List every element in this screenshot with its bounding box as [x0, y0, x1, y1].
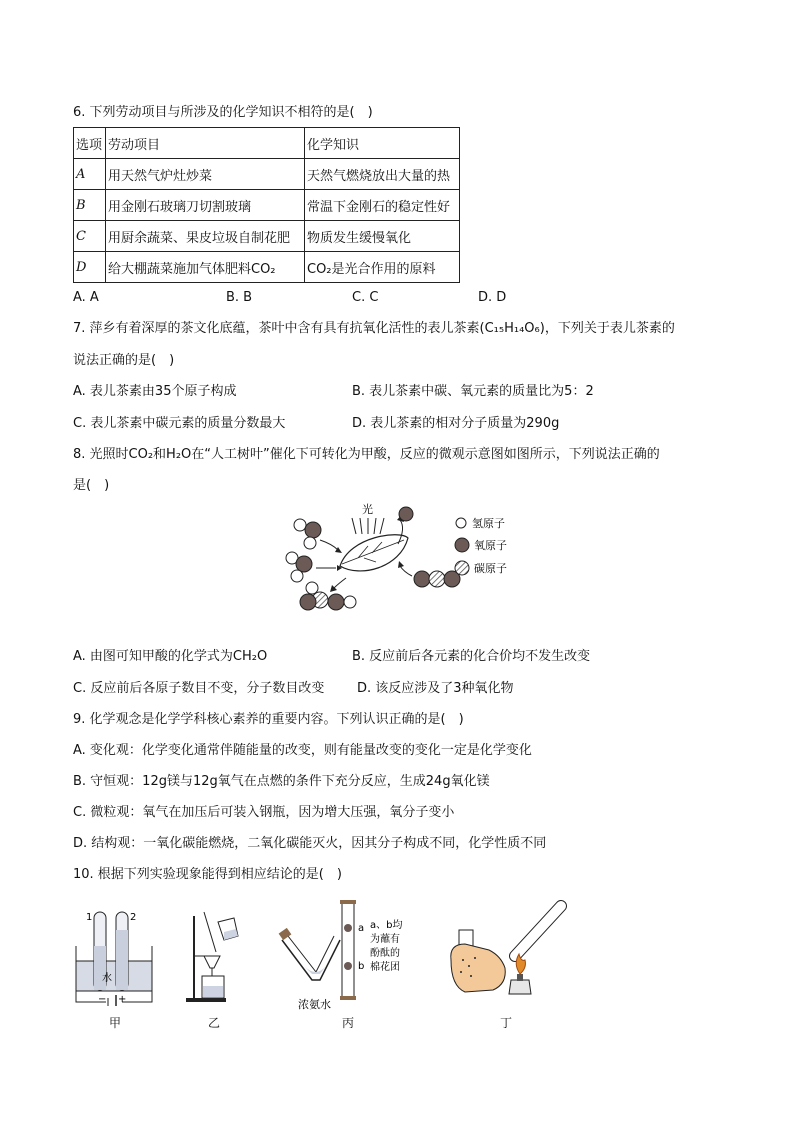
leaf-icon — [340, 535, 408, 571]
q9-option-a[interactable]: A. 变化观：化学变化通常伴随能量的改变，则有能量改变的变化一定是化学变化 — [73, 743, 532, 758]
header-option: 选项 — [74, 128, 106, 159]
q7-option-c[interactable]: C. 表儿茶素中碳元素的质量分数最大 — [73, 416, 286, 431]
legend-carbon-icon — [455, 561, 469, 575]
figure-yi-apparatus — [180, 906, 250, 1006]
q6-option-d[interactable]: D. D — [478, 290, 507, 305]
table-row — [74, 221, 460, 252]
table-row — [74, 252, 460, 283]
legend-oxygen-icon — [455, 538, 469, 552]
row-option: C — [74, 221, 106, 252]
row-task: 用金刚石玻璃刀切割玻璃 — [106, 190, 305, 221]
caption-jia: 甲 — [109, 1016, 122, 1030]
q6-option-c[interactable]: C. C — [352, 290, 379, 305]
q9-stem: 9. 化学观念是化学学科核心素养的重要内容。下列认识正确的是( ) — [73, 712, 464, 727]
row-option: B — [74, 190, 106, 221]
q8-reaction-diagram — [280, 498, 540, 618]
row-option: D — [74, 252, 106, 283]
q8-option-c[interactable]: C. 反应前后各原子数目不变，分子数目改变 — [73, 681, 325, 696]
light-label: 光 — [362, 503, 373, 516]
tube-2-label: 2 — [130, 912, 137, 923]
legend-carbon: 碳原子 — [474, 562, 507, 575]
row-task: 给大棚蔬菜施加气体肥料CO₂ — [106, 252, 305, 283]
q8-stem: 8. 光照时CO₂和H₂O在“人工树叶”催化下可转化为甲酸，反应的微观示意图如图所示，下列说法正确的 — [73, 447, 660, 462]
q9-option-d[interactable]: D. 结构观：一氧化碳能燃烧，二氧化碳能灭火，因其分子构成不同，化学性质不同 — [73, 836, 547, 851]
label-a: a — [358, 923, 365, 934]
row-task: 用天然气炉灶炒菜 — [106, 159, 305, 190]
q9-option-c[interactable]: C. 微粒观：氧气在加压后可装入钢瓶，因为增大压强，氧分子变小 — [73, 805, 455, 820]
row-option: A — [74, 159, 106, 190]
caption-ding: 丁 — [500, 1016, 513, 1030]
q6-option-b[interactable]: B. B — [226, 290, 253, 305]
caption-yi: 乙 — [208, 1016, 221, 1030]
note-line-1: a、b均 — [370, 920, 403, 931]
q7-option-a[interactable]: A. 表儿茶素由35个原子构成 — [73, 384, 237, 399]
header-task: 劳动项目 — [106, 128, 305, 159]
q9-option-b[interactable]: B. 守恒观：12g镁与12g氧气在点燃的条件下充分反应，生成24g氧化镁 — [73, 774, 490, 789]
figure-ding-heating — [445, 900, 575, 1010]
legend-oxygen: 氧原子 — [474, 539, 507, 552]
q8-option-d[interactable]: D. 该反应涉及了3种氧化物 — [357, 681, 514, 696]
row-knowledge: 物质发生缓慢氧化 — [305, 221, 460, 252]
table-header-row — [74, 128, 460, 159]
q7-option-d[interactable]: D. 表儿茶素的相对分子质量为290g — [352, 416, 560, 431]
row-knowledge: CO₂是光合作用的原料 — [305, 252, 460, 283]
figure-bing-ammonia — [270, 900, 440, 1010]
q8-option-b[interactable]: B. 反应前后各元素的化合价均不发生改变 — [352, 649, 591, 664]
note-line-4: 棉花团 — [370, 962, 400, 973]
q8-stem-cont: 是( ) — [73, 478, 110, 493]
q6-stem: 6. 下列劳动项目与所涉及的化学知识不相符的是( ) — [73, 105, 373, 120]
q7-stem: 7. 萍乡有着深厚的茶文化底蕴，茶叶中含有具有抗氧化活性的表儿茶素(C₁₅H₁₄O₆)，下列关于表儿茶素的 — [73, 321, 675, 336]
note-line-2: 为蘸有 — [370, 934, 400, 945]
figure-jia-electrolysis — [66, 906, 162, 1006]
q6-table — [73, 127, 460, 283]
plus-label: + — [118, 994, 127, 1005]
caption-bing: 丙 — [342, 1016, 355, 1030]
header-knowledge: 化学知识 — [305, 128, 460, 159]
q6-option-a[interactable]: A. A — [73, 290, 99, 305]
row-knowledge: 天然气燃烧放出大量的热 — [305, 159, 460, 190]
ammonia-label: 浓氨水 — [298, 998, 331, 1010]
water-label: 水 — [102, 973, 112, 984]
row-knowledge: 常温下金刚石的稳定性好 — [305, 190, 460, 221]
q10-stem: 10. 根据下列实验现象能得到相应结论的是( ) — [73, 867, 342, 882]
q7-stem-cont: 说法正确的是( ) — [73, 353, 175, 368]
table-row — [74, 159, 460, 190]
q8-option-a[interactable]: A. 由图可知甲酸的化学式为CH₂O — [73, 649, 268, 664]
minus-label: − — [98, 994, 107, 1005]
note-line-3: 酚酞的 — [370, 948, 400, 959]
row-task: 用厨余蔬菜、果皮垃圾自制花肥 — [106, 221, 305, 252]
q7-option-b[interactable]: B. 表儿茶素中碳、氧元素的质量比为5：2 — [352, 384, 594, 399]
light-rays — [352, 518, 384, 534]
table-row — [74, 190, 460, 221]
legend-hydrogen: 氢原子 — [472, 517, 505, 530]
label-b: b — [358, 961, 365, 972]
tube-1-label: 1 — [86, 912, 93, 923]
legend-hydrogen-icon — [456, 518, 466, 528]
